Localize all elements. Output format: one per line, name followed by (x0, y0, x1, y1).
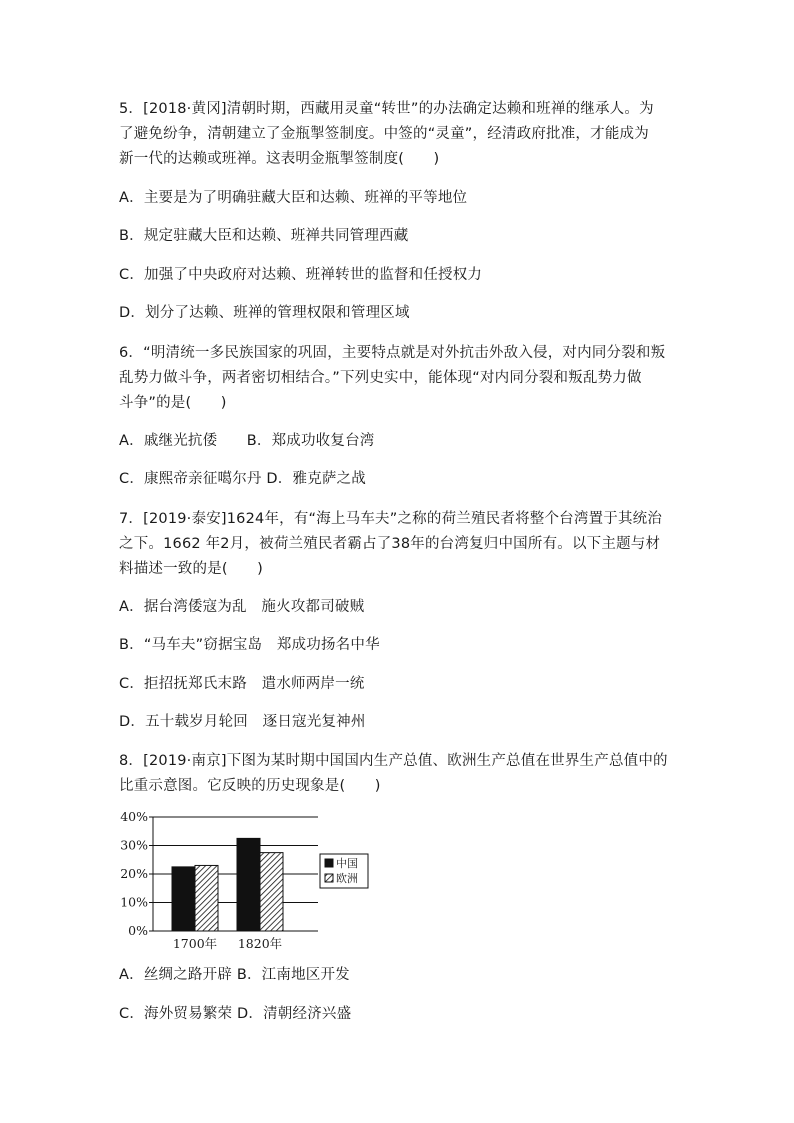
q5-option-a: A．主要是为了明确驻藏大臣和达赖、班禅的平等地位 (119, 190, 468, 206)
q5-stem-line-1: 5．[2018·黄冈]清朝时期，西藏用灵童“转世”的办法确定达赖和班禅的继承人。为 (119, 101, 654, 117)
chart-bar-europe-0 (195, 865, 218, 931)
q8-option-ab: A．丝绸之路开辟 B．江南地区开发 (119, 967, 350, 983)
chart-x-tick-label: 1700年 (172, 936, 218, 951)
chart-x-tick-label: 1820年 (237, 936, 283, 951)
gdp-share-bar-chart (112, 806, 392, 956)
q7-option-d: D．五十载岁月轮回 逐日寇光复神州 (119, 714, 366, 730)
chart-legend-swatch (325, 874, 333, 882)
q6-stem-line-1: 6．“明清统一多民族国家的巩固，主要特点就是对外抗击外敌入侵，对内同分裂和叛 (119, 345, 666, 361)
q5-option-c: C．加强了中央政府对达赖、班禅转世的监督和任授权力 (119, 267, 483, 283)
q8-stem-line-2: 比重示意图。它反映的历史现象是( ) (119, 778, 381, 794)
q8-stem-line-1: 8．[2019·南京]下图为某时期中国国内生产总值、欧洲生产总值在世界生产总值中的 (119, 753, 668, 769)
q6-option-cd: C．康熙帝亲征噶尔丹 D．雅克萨之战 (119, 471, 366, 487)
chart-y-tick-label: 30% (120, 837, 148, 853)
chart-legend-label: 中国 (336, 857, 358, 870)
q8-option-cd: C．海外贸易繁荣 D．清朝经济兴盛 (119, 1006, 352, 1022)
q7-stem-line-3: 料描述一致的是( ) (119, 561, 264, 577)
chart-bars (172, 838, 283, 931)
q6-option-ab: A．戚继光抗倭 B．郑成功收复台湾 (119, 433, 375, 449)
chart-bar-china-1 (237, 838, 260, 931)
chart-bar-china-0 (172, 867, 195, 931)
q6-stem-line-2: 乱势力做斗争，两者密切相结合。”下列史实中，能体现“对内同分裂和叛乱势力做 (119, 370, 642, 386)
q5-option-d: D．划分了达赖、班禅的管理权限和管理区域 (119, 305, 410, 321)
chart-legend-label: 欧洲 (336, 872, 358, 885)
chart-y-tick-label: 0% (128, 923, 148, 938)
chart-x-tick-labels (173, 936, 282, 951)
q7-option-a: A．据台湾倭寇为乱 施火攻都司破贼 (119, 599, 365, 615)
q7-option-b: B．“马车夫”窃据宝岛 郑成功扬名中华 (119, 637, 380, 653)
q5-stem-line-2: 了避免纷争，清朝建立了金瓶掣签制度。中签的“灵童”，经清政府批准，才能成为 (119, 126, 649, 142)
chart-y-tick-label: 10% (120, 894, 148, 910)
q5-option-b: B．规定驻藏大臣和达赖、班禅共同管理西藏 (119, 228, 409, 244)
chart-legend-swatch (325, 859, 333, 867)
q7-stem-line-2: 之下。1662 年2月，被荷兰殖民者霸占了38年的台湾复归中国所有。以下主题与材 (119, 536, 661, 552)
chart-bar-europe-1 (260, 853, 283, 931)
chart-y-tick-labels (120, 809, 148, 938)
chart-y-tick-label: 40% (120, 809, 148, 824)
q7-stem-line-1: 7．[2019·泰安]1624年，有“海上马车夫”之称的荷兰殖民者将整个台湾置于其统治 (119, 511, 663, 527)
q5-stem-line-3: 新一代的达赖或班禅。这表明金瓶掣签制度( ) (119, 151, 440, 167)
q6-stem-line-3: 斗争”的是( ) (119, 395, 227, 411)
chart-y-tick-label: 20% (120, 866, 148, 881)
chart-legend (320, 854, 368, 888)
q7-option-c: C．拒招抚郑氏末路 遣水师两岸一统 (119, 676, 365, 692)
